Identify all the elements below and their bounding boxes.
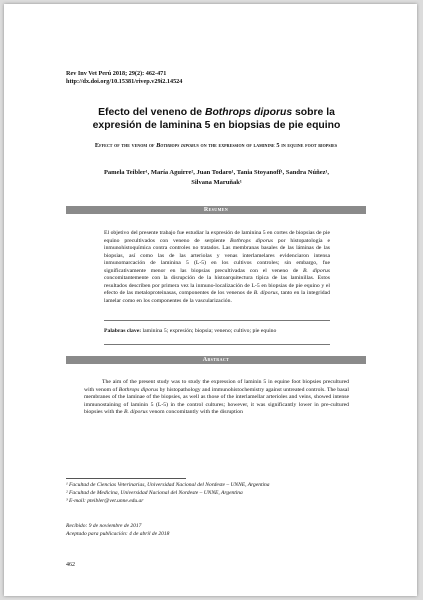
author-list <box>74 168 359 188</box>
english-title <box>68 141 364 150</box>
resumen-text-b: por histopatología e inmunohistoquímica contra controles no tratados. Las membranas basales de las láminas de las biopsias, así como las de las arteriolas y venas interlamelares evidenciaron intensa inmunomarcación de laminina 5 (L-5) en los cultivos controles; sin embargo, fue significativamente menor en las biopsias precultivadas con el veneno de <box>104 237 331 274</box>
resumen-text-c: concomitantemente con la disrupción de la histoarquitectura típica de las laminillas. Estos resultados describen por primera vez la inmuno-localización de L-5 en biopsias de pie equino y el efecto de las metaloproteinasas, componentes de los venenos de <box>104 275 330 297</box>
received-date: Recibido: 9 de noviembre de 2017 <box>66 523 142 529</box>
doi-link[interactable]: http://dx.doi.org/10.15381/rivep.v29i2.14524 <box>66 78 183 85</box>
keywords <box>104 328 330 336</box>
en-title-part2: on the expression of laminine 5 in equine foot biopsies <box>198 142 338 149</box>
article-title <box>74 107 359 132</box>
en-title-part1: Effect of the venom of <box>94 142 157 149</box>
abstract-body <box>84 379 349 417</box>
authors-line2: Silvana Maruñak¹ <box>191 179 242 186</box>
resumen-species2: B. diporus <box>302 267 330 274</box>
keywords-text: laminina 5; expresión; biopsia; veneno; cultivo; pie equino <box>141 328 277 334</box>
resumen-species: Bothrops diporus <box>230 237 273 244</box>
journal-header <box>66 70 182 86</box>
resumen-text-d: , tanto en la integridad lamelar como en los componentes de la vascularización. <box>104 290 330 304</box>
title-species: Bothrops diporus <box>204 107 293 118</box>
footnote-rule <box>66 478 186 479</box>
page-number: 462 <box>66 562 75 568</box>
resumen-body <box>104 230 330 305</box>
publication-dates <box>66 522 356 538</box>
resumen-heading: Resumen <box>66 206 366 214</box>
journal-citation: Rev Inv Vet Perú 2018; 29(2): 462-471 <box>66 70 167 77</box>
keywords-bottom-rule <box>104 344 330 345</box>
abstract-text-c: venom concomitantly with the disruption <box>147 409 243 416</box>
abstract-text-a: The aim of the present study was to study the expression of laminin 5 in equine foot biopsies precultured with venom of <box>84 379 349 393</box>
abstract-species2: B. diporus <box>123 409 148 416</box>
abstract-text-b: by histopathology and immunohistochemistry against untreated controls. The basal membranes of the laminae of the biopsies, as well as those of the interlamellar arterioles and veins, showed intense immunostaining of laminin 5 (L-5) in the control cultures; however, it was significantly lower in pre-cultured biopsies with the <box>84 386 349 416</box>
title-part2: sobre la expresión de laminina 5 en biopsias de pie equino <box>92 107 341 131</box>
accepted-date: Aceptado para publicación: 4 de abril de 2018 <box>66 531 170 537</box>
abstract-heading: Abstract <box>66 356 366 364</box>
footnote-2: ² Facultad de Medicina, Universidad Nacional del Nordeste – UNNE, Argentina <box>66 489 243 496</box>
document-page <box>4 4 417 596</box>
authors-line1: Pamela Teibler¹, María Aguirre², Juan Todaro¹, Tania Stoyanoff¹, Sandra Núñez¹, <box>103 169 330 176</box>
footnote-1: ¹ Facultad de Ciencias Veterinarias, Universidad Nacional del Nordeste – UNNE, Argentina <box>66 482 270 488</box>
resumen-species3: B. diporus <box>253 290 278 297</box>
keywords-top-rule <box>104 320 330 321</box>
abstract-species: Bothrops diporus <box>118 386 159 393</box>
resumen-text-a: El objetivo del presente trabajo fue estudiar la expresión de laminina 5 en cortes de biopsias de pie equino precultivados con veneno de serpiente <box>104 230 330 244</box>
footnotes <box>66 482 356 505</box>
title-part1: Efecto del veneno de <box>98 107 205 118</box>
keywords-label: Palabras clave: <box>104 328 142 334</box>
en-title-species: Bothrops diporus <box>156 142 199 149</box>
footnote-email[interactable]: ³ E-mail: pteibler@vet.unne.edu.ar <box>66 497 144 504</box>
